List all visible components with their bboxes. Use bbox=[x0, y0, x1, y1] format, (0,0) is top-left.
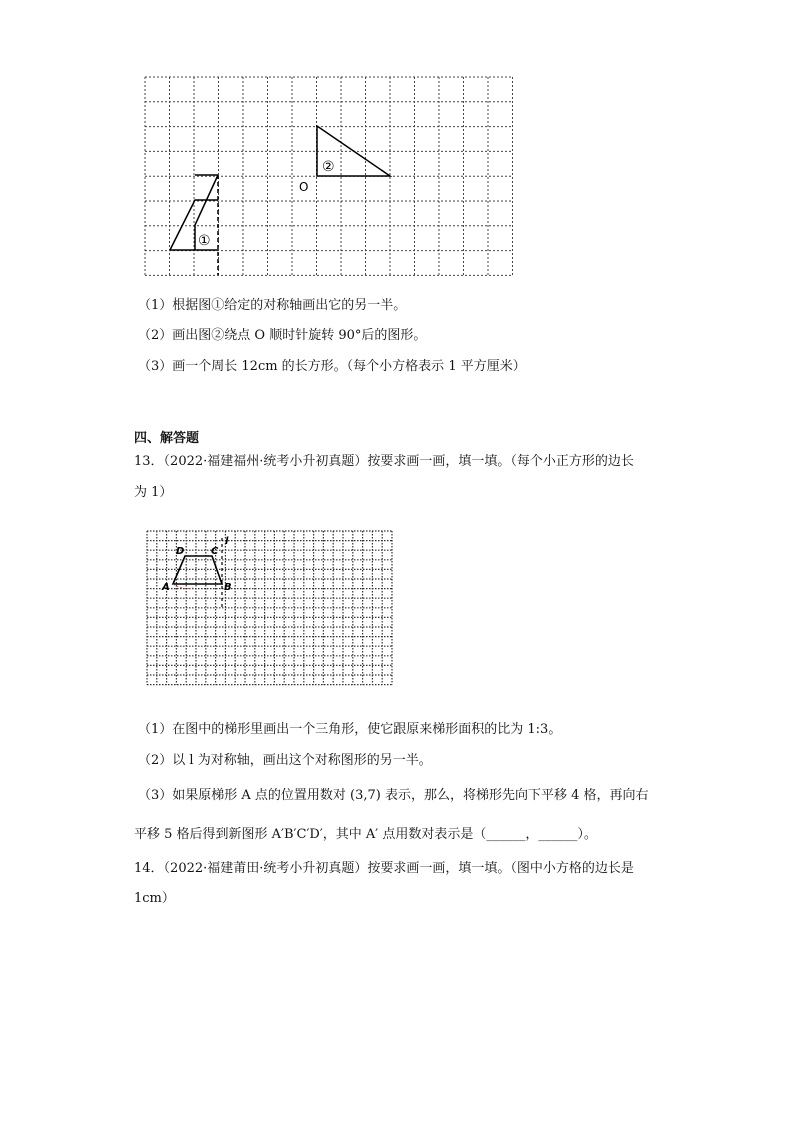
label-l: l bbox=[225, 536, 229, 547]
label-d: D bbox=[176, 546, 185, 557]
point-o-label: O bbox=[299, 180, 309, 194]
q12-item-2: （2）画出图②绕点 O 顺时针旋转 90°后的图形。 bbox=[138, 328, 427, 343]
label-c: C bbox=[211, 546, 219, 557]
figure-2-grid bbox=[145, 528, 400, 690]
q13-stem-line-1: 13．（2022·福建福州·统考小升初真题）按要求画一画，填一填。（每个小正方形的边长 bbox=[134, 454, 634, 469]
q14-stem-line-2: 1cm） bbox=[134, 891, 175, 906]
shape-1-label: ① bbox=[198, 233, 211, 249]
q12-item-3: （3）画一个周长 12cm 的长方形。（每个小方格表示 1 平方厘米） bbox=[138, 359, 526, 374]
label-b: B bbox=[224, 582, 232, 593]
q12-item-1: （1）根据图①给定的对称轴画出它的另一半。 bbox=[138, 298, 407, 313]
q13-item-3-line-2: 平移 5 格后得到新图形 A′B′C′D′，其中 A′ 点用数对表示是（______，______）。 bbox=[134, 827, 597, 842]
q13-stem-line-2: 为 1） bbox=[134, 485, 173, 500]
shape-2-label: ② bbox=[322, 159, 335, 175]
q14-stem-line-1: 14．（2022·福建莆田·统考小升初真题）按要求画一画，填一填。（图中小方格的边长是 bbox=[134, 861, 634, 876]
section-title: 四、解答题 bbox=[134, 431, 200, 446]
figure-1-grid bbox=[140, 75, 520, 280]
q13-item-2: （2）以 l 为对称轴，画出这个对称图形的另一半。 bbox=[138, 753, 432, 768]
q13-item-1: （1）在图中的梯形里画出一个三角形，使它跟原来梯形面积的比为 1:3。 bbox=[138, 722, 562, 737]
q13-item-3-line-1: （3）如果原梯形 A 点的位置用数对 (3,7) 表示，那么，将梯形先向下平移 4 格，再向右 bbox=[138, 788, 649, 803]
label-a: A bbox=[162, 582, 170, 593]
